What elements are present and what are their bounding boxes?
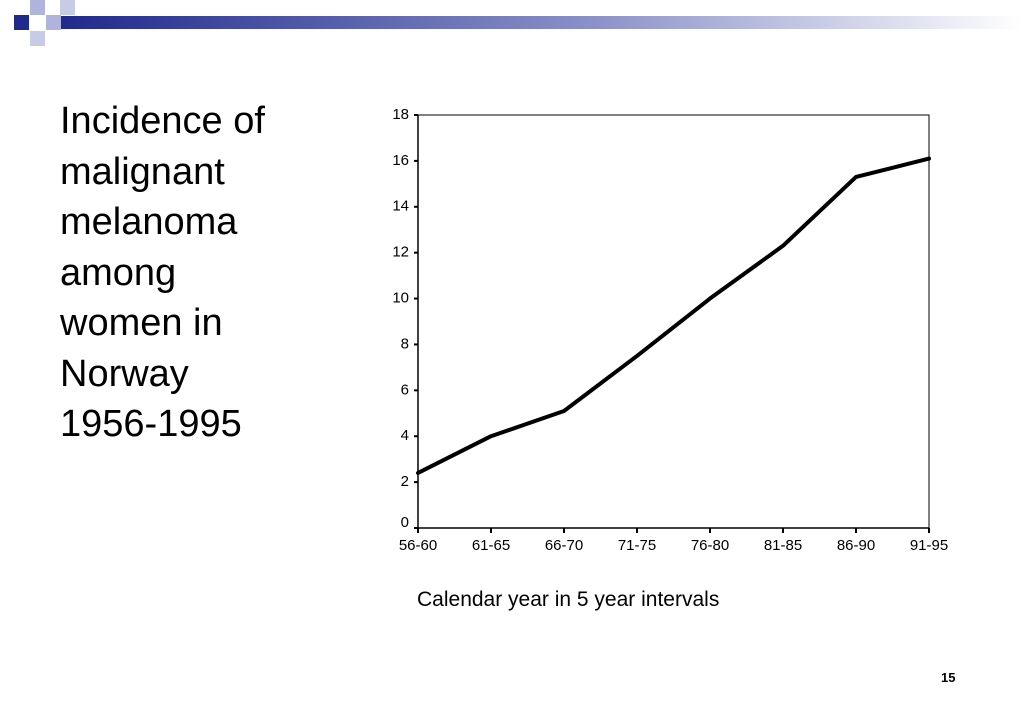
y-tick-label: 0 <box>400 513 409 531</box>
y-tick-label: 4 <box>400 427 409 445</box>
series-line-0 <box>418 159 929 473</box>
x-axis-label: Calendar year in 5 year intervals <box>417 588 720 611</box>
data-point <box>928 157 931 160</box>
data-point <box>417 471 420 474</box>
y-tick-label: 10 <box>392 289 409 307</box>
x-tick-label: 91-95 <box>909 537 949 554</box>
data-point <box>782 244 785 247</box>
x-tick-label: 76-80 <box>690 537 730 554</box>
data-point <box>709 297 712 300</box>
x-tick-label: 61-65 <box>471 537 511 554</box>
y-tick-label: 8 <box>400 335 409 353</box>
data-point <box>636 354 639 357</box>
y-tick-label: 12 <box>392 243 409 261</box>
y-tick-label: 2 <box>400 473 409 491</box>
data-point <box>563 409 566 412</box>
x-tick-label: 66-70 <box>544 537 584 554</box>
y-tick-label: 14 <box>392 197 409 215</box>
x-tick-label: 81-85 <box>763 537 803 554</box>
page-number: 15 <box>941 670 956 685</box>
y-tick-label: 16 <box>392 151 409 169</box>
x-tick-label: 56-60 <box>398 537 438 554</box>
data-point <box>855 175 858 178</box>
plot-frame <box>418 115 929 528</box>
y-tick-label: 18 <box>392 105 409 123</box>
x-tick-label: 71-75 <box>617 537 657 554</box>
x-tick-label: 86-90 <box>836 537 876 554</box>
y-tick-label: 6 <box>400 381 409 399</box>
slide-title: Incidence of malignant melanoma among women in Norway 1956-1995 <box>60 100 265 445</box>
data-point <box>490 435 493 438</box>
